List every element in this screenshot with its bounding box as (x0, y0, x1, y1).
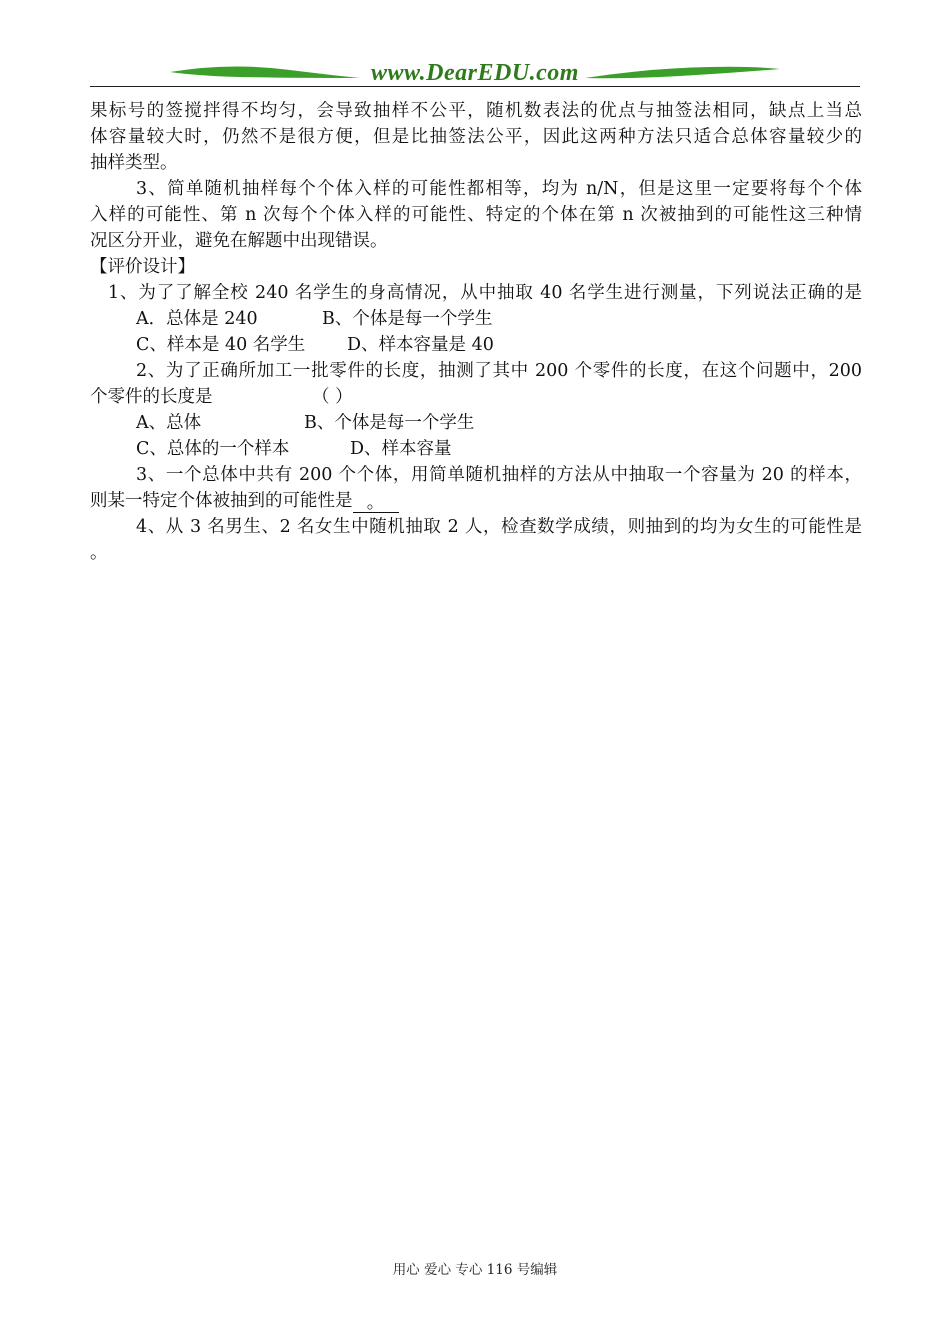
option-b: B、个体是每一个学生 (304, 413, 475, 433)
option-d: D、样本容量 (350, 439, 452, 459)
question-2: 2、为了正确所加工一批零件的长度，抽测了其中 200 个零件的长度，在这个问题中，200 (136, 361, 862, 381)
question-3-text: 则某一特定个体被抽到的可能性是 (90, 491, 353, 511)
question-3-cont (90, 488, 862, 514)
page-header (90, 58, 860, 90)
section-heading: 【评价设计】 (90, 257, 195, 277)
text-line: 况区分开业，避免在解题中出现错误。 (90, 231, 388, 251)
option-a: A．总体是 240 (136, 309, 258, 329)
text-line: 入样的可能性、第 n 次每个个体入样的可能性、特定的个体在第 n 次被抽到的可能性这三种情 (90, 205, 862, 225)
question-4: 4、从 3 名男生、2 名女生中随机抽取 2 人，检查数学成绩，则抽到的均为女生的可能性是 (136, 517, 862, 537)
text-line: 3、简单随机抽样每个个体入样的可能性都相等，均为 n/N，但是这里一定要将每个个体 (136, 179, 862, 199)
question-2-options-row1 (90, 410, 862, 436)
question-1-options-row1 (90, 306, 862, 332)
document-body (90, 98, 862, 566)
text-line: 果标号的签搅拌得不均匀，会导致抽样不公平，随机数表法的优点与抽签法相同，缺点上当总 (90, 101, 862, 121)
text-line: 体容量较大时，仍然不是很方便，但是比抽签法公平，因此这两种方法只适合总体容量较少的 (90, 127, 862, 147)
logo-text: www.DearEDU.com (371, 60, 579, 86)
page-footer: 用心 爱心 专心 116 号编辑 (392, 1262, 558, 1278)
question-2-options-row2 (90, 436, 862, 462)
question-2-text: 个零件的长度是 (90, 387, 213, 407)
header-rule (90, 86, 860, 87)
option-a: A、总体 (136, 413, 202, 433)
text-line: 抽样类型。 (90, 153, 178, 173)
option-d: D、样本容量是 40 (347, 335, 494, 355)
option-c: C、样本是 40 名学生 (136, 335, 306, 355)
question-3: 3、一个总体中共有 200 个个体，用简单随机抽样的方法从中抽取一个容量为 20 的样本， (136, 465, 862, 485)
option-b: B、个体是每一个学生 (322, 309, 493, 329)
answer-blank: 。 (353, 494, 399, 513)
site-logo (90, 58, 860, 88)
question-1: 1、为了了解全校 240 名学生的身高情况，从中抽取 40 名学生进行测量，下列说法正确的是 (108, 283, 862, 303)
question-2-cont (90, 384, 862, 410)
question-4-cont: 。 (90, 543, 108, 563)
answer-parentheses: （ ） (312, 387, 353, 407)
option-c: C、总体的一个样本 (136, 439, 290, 459)
question-1-options-row2 (90, 332, 862, 358)
